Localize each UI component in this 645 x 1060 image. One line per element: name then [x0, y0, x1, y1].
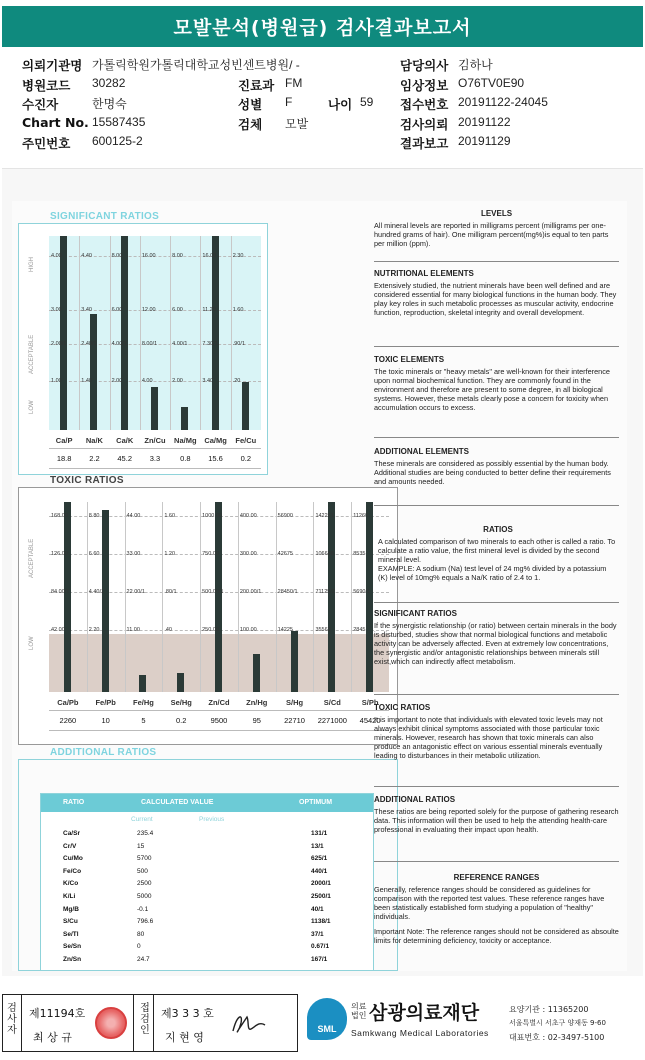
reference-text: Generally, reference ranges should be considered as guidelines for comparison with the reported test values. These reference ranges have been statistically established form studying a population of "healthy" individuals. — [374, 885, 605, 921]
col-optimum: OPTIMUM — [299, 799, 333, 806]
column-divider — [162, 502, 163, 692]
category-label: Fe/Hg — [133, 698, 154, 707]
additional-elements-heading: ADDITIONAL ELEMENTS — [374, 447, 469, 456]
current-value: 15 — [137, 842, 145, 850]
tick-label: 3.40 — [81, 307, 92, 313]
tick-label: 100.00 — [239, 627, 257, 633]
tick-label: .40 — [164, 627, 172, 633]
examiner-license: 제11194호 — [29, 1007, 86, 1020]
ratio-value: 2271000 — [317, 716, 347, 725]
ratio-value: 22710 — [284, 716, 305, 725]
col-calculated: CALCULATED VALUE — [141, 799, 214, 806]
ratio-bar-na-k — [90, 314, 97, 430]
tick-label: 42675 — [277, 551, 293, 557]
ratio-bar-zn-cd — [215, 502, 222, 692]
column-divider — [313, 502, 314, 692]
org-address: 서울특별시 서초구 양재동 9-60 — [509, 1019, 606, 1027]
col-ratio: RATIO — [63, 799, 85, 806]
ratio-value: 3.3 — [149, 454, 161, 463]
tick-label: 4.00 — [141, 378, 153, 384]
tick-label: 1.00 — [51, 378, 62, 384]
divider — [374, 505, 619, 506]
tox-ratios-text: It is important to note that individuals with elevated toxic levels may not always exhibit clinical symptoms associated with those particular toxic minerals. However, research has shown that toxic minerals can also produce an antagonistic effect on various essential minerals eventually leading to disturbances in their metabolic utilization. — [374, 715, 603, 760]
tick-label: 1.40 — [81, 378, 92, 384]
examiner-label: 검사자 — [7, 1003, 17, 1036]
tick-label: 6.00 — [111, 307, 123, 313]
tick-label: 6.60 — [88, 551, 100, 557]
hospital-code-label: 병원코드 — [22, 78, 71, 93]
add-ratios-text: These ratios are being reported solely for the purpose of gathering research data. This information will then be used to help the attending health-care professional in evaluating their impact upon health. — [374, 807, 619, 834]
tick-label: 106688 — [315, 551, 334, 557]
current-value: 2500 — [137, 880, 152, 888]
tick-label: 33.00 — [126, 551, 141, 557]
category-label: Na/Mg — [174, 436, 197, 445]
tick-label: 16.00 — [202, 253, 217, 259]
dept-value: FM — [285, 76, 303, 90]
tick-label: 5690/1 — [353, 589, 371, 595]
additional-table-header — [41, 794, 373, 812]
significant-ratios-chart — [18, 223, 268, 475]
request-label: 검사의뢰 — [400, 117, 449, 132]
tick-label: 1.60 — [164, 513, 176, 519]
tick-label: 14225 — [277, 627, 293, 633]
tick-label: 11.00 — [126, 627, 140, 633]
tick-label: 8.00 — [172, 253, 183, 259]
ratio-name: K/Co — [63, 880, 79, 888]
tick-label: 1.60 — [232, 307, 244, 313]
optimum-value: 625/1 — [311, 855, 328, 863]
value-row-line — [49, 710, 389, 711]
zone-label: HIGH — [29, 257, 35, 272]
tick-label: 71125/2 — [315, 589, 335, 595]
institution-value: 가톨릭학원가톨릭대학교성빈센트병원/ - — [92, 58, 300, 72]
ratio-value: 10 — [101, 716, 110, 725]
sex-value: F — [285, 95, 293, 109]
toxic-ratios-chart — [18, 487, 398, 745]
tick-label: 250.00 — [202, 627, 219, 633]
divider — [374, 694, 619, 695]
tick-label: 3.40 — [202, 378, 214, 384]
tick-label: 6.00 — [172, 307, 183, 313]
value-row-line — [49, 448, 261, 449]
divider — [374, 437, 619, 438]
tick-label: 2.00 — [172, 378, 183, 384]
additional-row — [41, 843, 373, 855]
column-divider — [87, 502, 88, 692]
tick-label: 200.00/1 — [239, 589, 262, 595]
tick-label: .80/1 — [164, 589, 177, 595]
clinical-label: 임상정보 — [400, 78, 449, 93]
levels-text: All mineral levels are reported in milligrams percent (milligrams per one-hundred grams of hair). One milligram percent(mg%)is equal to ten parts per million (ppm). — [374, 221, 609, 248]
category-label: Ca/Pb — [57, 698, 79, 707]
additional-row — [41, 956, 373, 968]
ratio-value: 0.2 — [175, 716, 187, 725]
checker-name: 지 현 영 — [165, 1031, 204, 1044]
ratio-value: 0.2 — [240, 454, 252, 463]
optimum-value: 0.67/1 — [311, 943, 330, 951]
ratio-bar-se-hg — [177, 673, 184, 692]
patient-value: 한명숙 — [92, 97, 127, 111]
category-label: Ca/Mg — [204, 436, 227, 445]
tick-label: 28450/1 — [277, 589, 298, 595]
additional-ratios-title: ADDITIONAL RATIOS — [50, 747, 157, 758]
age-label: 나이 — [328, 97, 353, 112]
tick-label: 4.40/1 — [88, 589, 105, 595]
significant-plot-area — [49, 236, 261, 430]
ratio-bar-fe-pb — [102, 510, 109, 692]
tick-label: 16.00 — [141, 253, 156, 259]
category-label: Zn/Cd — [208, 698, 230, 707]
dept-label: 진료과 — [238, 78, 275, 93]
toxic-plot-area — [49, 502, 389, 692]
ratio-bar-s-pb — [366, 502, 373, 692]
ratio-bar-ca-mg — [212, 236, 219, 430]
tick-label: 2.00/1 — [51, 341, 67, 347]
tick-label: .90/1 — [232, 341, 245, 347]
ratio-bar-ca-pb — [64, 502, 71, 692]
tick-label: 35563 — [315, 627, 331, 633]
additional-row — [41, 855, 373, 867]
additional-row — [41, 943, 373, 955]
toxic-elements-text: The toxic minerals or "heavy metals" are well-known for their interference upon normal biochemical function. They are commonly found in the environment and therefore are present to some degree, in all biological systems. However, these metals clearly pose a concern for toxicity when accumulation occurs to excess. — [374, 367, 610, 412]
optimum-value: 2500/1 — [311, 893, 331, 900]
category-label: Zn/Cu — [144, 436, 166, 445]
column-divider — [276, 502, 277, 692]
seal-stamp — [95, 1007, 127, 1039]
tick-label: 7.30/1 — [202, 341, 218, 347]
ratio-value: 45.2 — [117, 454, 132, 463]
zone-label: LOW — [29, 636, 35, 650]
receipt-value: 20191122-24045 — [458, 95, 548, 109]
category-label: Zn/Hg — [246, 698, 268, 707]
current-value: 500 — [137, 867, 148, 875]
sub-previous: Previous — [199, 816, 225, 823]
tick-label: 2.00 — [111, 378, 123, 384]
ratio-value: 15.6 — [208, 454, 223, 463]
hospital-code-value: 30282 — [92, 76, 126, 90]
report-title: 모발분석(병원급) 검사결과보고서 — [2, 6, 643, 47]
current-value: 796.6 — [137, 918, 154, 926]
patient-label: 수진자 — [22, 97, 59, 112]
current-value: 235.4 — [137, 830, 154, 837]
signature-icon — [229, 1009, 269, 1039]
sub-current: Current — [131, 816, 153, 823]
category-label: S/Hg — [285, 698, 304, 707]
tick-label: 84.00/1 — [51, 589, 70, 595]
tick-label: 300.00 — [239, 551, 257, 557]
ratio-bar-fe-cu — [242, 382, 249, 431]
zone-label: ACCEPTABLE — [29, 538, 35, 578]
additional-ratios-table — [40, 793, 374, 971]
column-divider — [231, 236, 232, 430]
sig-ratios-heading: SIGNIFICANT RATIOS — [374, 609, 457, 618]
ratio-bar-ca-k — [121, 236, 128, 430]
ratio-value: 18.8 — [56, 454, 72, 463]
column-divider — [200, 502, 201, 692]
reference-heading: REFERENCE RANGES — [453, 873, 540, 882]
column-divider — [200, 236, 201, 430]
additional-row — [41, 893, 373, 905]
tick-label: 500.00/1 — [202, 589, 224, 595]
tick-label: 1.20 — [164, 551, 176, 557]
tick-label: 8535 — [353, 551, 366, 557]
doctor-label: 담당의사 — [400, 58, 449, 73]
tick-label: 2845 — [353, 627, 366, 633]
additional-row — [41, 830, 373, 842]
optimum-value: 37/1 — [311, 930, 324, 938]
ratio-value: 9500 — [210, 716, 228, 725]
additional-row — [41, 918, 373, 930]
levels-heading: LEVELS — [480, 209, 513, 218]
ratio-value: 2260 — [59, 716, 77, 725]
optimum-value: 440/1 — [311, 867, 328, 875]
checker-label: 접검인 — [140, 1003, 150, 1036]
current-value: 5700 — [137, 855, 152, 863]
ratios-heading: RATIOS — [483, 525, 513, 534]
ratio-name: S/Cu — [63, 918, 78, 926]
specimen-value: 모발 — [285, 117, 309, 131]
toxic-ratios-title: TOXIC RATIOS — [50, 475, 124, 486]
column-divider — [238, 502, 239, 692]
ratio-bar-zn-cu — [151, 387, 158, 430]
category-label: S/Cd — [323, 698, 341, 707]
tick-label: 11.20 — [202, 307, 216, 313]
zone-label: LOW — [29, 400, 35, 414]
tick-label: 142251 — [315, 513, 334, 519]
divider — [374, 861, 619, 862]
ratio-bar-s-hg — [291, 631, 298, 692]
optimum-value: 40/1 — [311, 905, 324, 913]
sex-label: 성별 — [238, 97, 263, 112]
tick-label: 11260 — [353, 513, 369, 519]
tick-label: 3.00 — [51, 307, 62, 313]
tick-label: 2.20 — [88, 627, 100, 633]
ratios-example: EXAMPLE: A sodium (Na) test level of 24 mg% divided by a potassium (K) level of 10mg% equals a Na/K ratio of 2.4 to 1. — [378, 564, 607, 582]
tick-label: 12.00 — [141, 307, 156, 313]
report-sheet — [12, 201, 627, 971]
tick-label: 8.00/1 — [141, 341, 158, 347]
optimum-value: 131/1 — [311, 830, 328, 837]
tick-label: 8.00 — [111, 253, 123, 259]
tick-label: 2.40/1 — [81, 341, 97, 347]
optimum-value: 167/1 — [311, 956, 328, 963]
ratio-bar-fe-hg — [139, 675, 146, 692]
nutritional-heading: NUTRITIONAL ELEMENTS — [374, 269, 474, 278]
column-divider — [79, 236, 80, 430]
important-note: Important Note: The reference ranges should not be considered as absoulte limits for determining deficiency, toxicity or acceptance. — [374, 927, 619, 945]
ratio-value: 0.8 — [180, 454, 191, 463]
additional-row — [41, 906, 373, 918]
category-label: S/Pb — [361, 698, 379, 707]
current-value: 24.7 — [137, 956, 150, 963]
tick-label: 4.00/1 — [172, 341, 188, 347]
ratio-value: 5 — [141, 716, 146, 725]
institution-label: 의뢰기관명 — [22, 58, 83, 73]
divider — [374, 346, 619, 347]
ratio-name: K/Li — [63, 893, 76, 900]
current-value: 80 — [137, 930, 145, 938]
ratio-name: Se/Sn — [63, 943, 82, 951]
significant-ratios-title: SIGNIFICANT RATIOS — [50, 211, 160, 222]
value-row-line — [49, 730, 389, 731]
request-value: 20191122 — [458, 115, 511, 129]
tick-label: 22.00/1 — [126, 589, 145, 595]
org-phone: 대표번호 : 02-3497-5100 — [509, 1033, 605, 1042]
org-name: 삼광의료재단 — [369, 1002, 480, 1024]
nutritional-text: Extensively studied, the nutrient minerals have been well defined and are considered essential for many biological functions in the human body. They play key roles in such metabolic processes as muscular activity, endocrine function, reproduction, skeletal integrity and overall development. — [374, 281, 617, 317]
tick-label: 8.80 — [88, 513, 100, 519]
category-label: Se/Hg — [170, 698, 192, 707]
optimum-value: 2000/1 — [311, 880, 331, 888]
report-label: 결과보고 — [400, 136, 449, 151]
column-divider — [351, 502, 352, 692]
id-label: 주민번호 — [22, 136, 71, 151]
org-english-name: Samkwang Medical Laboratories — [351, 1028, 489, 1038]
sml-logo-icon: SML — [307, 998, 347, 1040]
chart-value: 15587435 — [92, 115, 146, 129]
optimum-value: 13/1 — [311, 842, 324, 850]
current-value: -0.1 — [137, 905, 149, 913]
column-divider — [125, 502, 126, 692]
ratio-name: Cr/V — [63, 842, 77, 850]
ratio-bar-ca-p — [60, 236, 67, 430]
add-ratios-heading: ADDITIONAL RATIOS — [374, 795, 456, 804]
category-label: Ca/K — [116, 436, 134, 445]
organization — [307, 996, 643, 1052]
current-value: 5000 — [137, 893, 152, 900]
category-label: Na/K — [85, 436, 103, 445]
chart-label: Chart No. — [22, 115, 89, 130]
value-row-line — [49, 468, 261, 469]
divider — [374, 786, 619, 787]
ratios-text: A calculated comparison of two minerals to each other is called a ratio. To calculate a ratio value, the first mineral level is divided by the second mineral level. — [378, 537, 616, 564]
ratio-value: 95 — [252, 716, 261, 725]
additional-row — [41, 880, 373, 892]
category-label: Fe/Pb — [95, 698, 116, 707]
receipt-label: 접수번호 — [400, 97, 449, 112]
tick-label: 42.00 — [51, 627, 65, 633]
ratio-name: Fe/Co — [63, 867, 82, 875]
additional-elements-text: These minerals are considered as possibly essential by the human body. Additional studies are being conducted to better define their requirements and amounts needed. — [374, 459, 611, 486]
id-value: 600125-2 — [92, 134, 143, 148]
ratio-name: Ca/Sr — [63, 830, 80, 837]
org-code: 요양기관 : 11365200 — [509, 1005, 589, 1014]
tick-label: 4.00/1 — [111, 341, 127, 347]
tick-label: 56900 — [277, 513, 293, 519]
ratio-name: Mg/B — [63, 905, 79, 913]
category-label: Ca/P — [55, 436, 73, 445]
column-divider — [110, 236, 111, 430]
tox-ratios-heading: TOXIC RATIOS — [374, 703, 431, 712]
ratio-name: Zn/Sn — [63, 956, 82, 963]
doctor-value: 김하나 — [458, 58, 493, 72]
sig-ratios-text: If the synergistic relationship (or ratio) between certain minerals in the body is disturbed, studies show that normal biological functions and metabolic activity can be adversely affected. Even at extremely low concentrations, the synergistic and/or antagonistic relationships between minerals still exist,which can indirectly affect metabolism. — [374, 621, 617, 666]
age-value: 59 — [360, 95, 374, 109]
report-value: 20191129 — [458, 134, 511, 148]
tick-label: 126.00 — [51, 551, 68, 557]
tick-label: .20 — [232, 378, 241, 384]
ratio-bar-s-cd — [328, 502, 335, 692]
column-divider — [170, 236, 171, 430]
tick-label: 750.00 — [202, 551, 219, 557]
checker-license: 제3 3 3 호 — [161, 1007, 214, 1020]
ratio-value: 2.2 — [89, 454, 100, 463]
clinical-value: O76TV0E90 — [458, 76, 525, 90]
tick-label: 168.00 — [51, 513, 68, 519]
column-divider — [140, 236, 141, 430]
signature-box — [2, 994, 298, 1052]
divider — [374, 602, 619, 603]
tick-label: 4.00 — [51, 253, 62, 259]
tick-label: 400.00 — [239, 513, 257, 519]
ratio-bar-zn-hg — [253, 654, 260, 692]
current-value: 0 — [137, 943, 141, 951]
ratio-name: Cu/Mo — [63, 855, 83, 863]
optimum-value: 1138/1 — [311, 918, 331, 926]
specimen-label: 검체 — [238, 117, 263, 132]
ratio-name: Se/Tl — [63, 930, 79, 938]
examiner-name: 최 상 규 — [33, 1031, 72, 1044]
tick-label: 4.40 — [81, 253, 92, 259]
zone-label: ACCEPTABLE — [29, 334, 35, 374]
footer — [2, 994, 643, 1054]
additional-row — [41, 931, 373, 943]
scanned-report — [2, 168, 643, 976]
ratio-value: 45420 — [359, 716, 381, 725]
ratio-bar-na-mg — [181, 407, 188, 430]
toxic-elements-heading: TOXIC ELEMENTS — [374, 355, 445, 364]
org-prefix: 의료법인 — [351, 1002, 367, 1020]
divider — [374, 261, 619, 262]
tick-label: 1000.00 — [202, 513, 222, 519]
additional-row — [41, 868, 373, 880]
tick-label: 2.30 — [232, 253, 244, 259]
category-label: Fe/Cu — [235, 436, 257, 445]
tick-label: 44.00 — [126, 513, 141, 519]
